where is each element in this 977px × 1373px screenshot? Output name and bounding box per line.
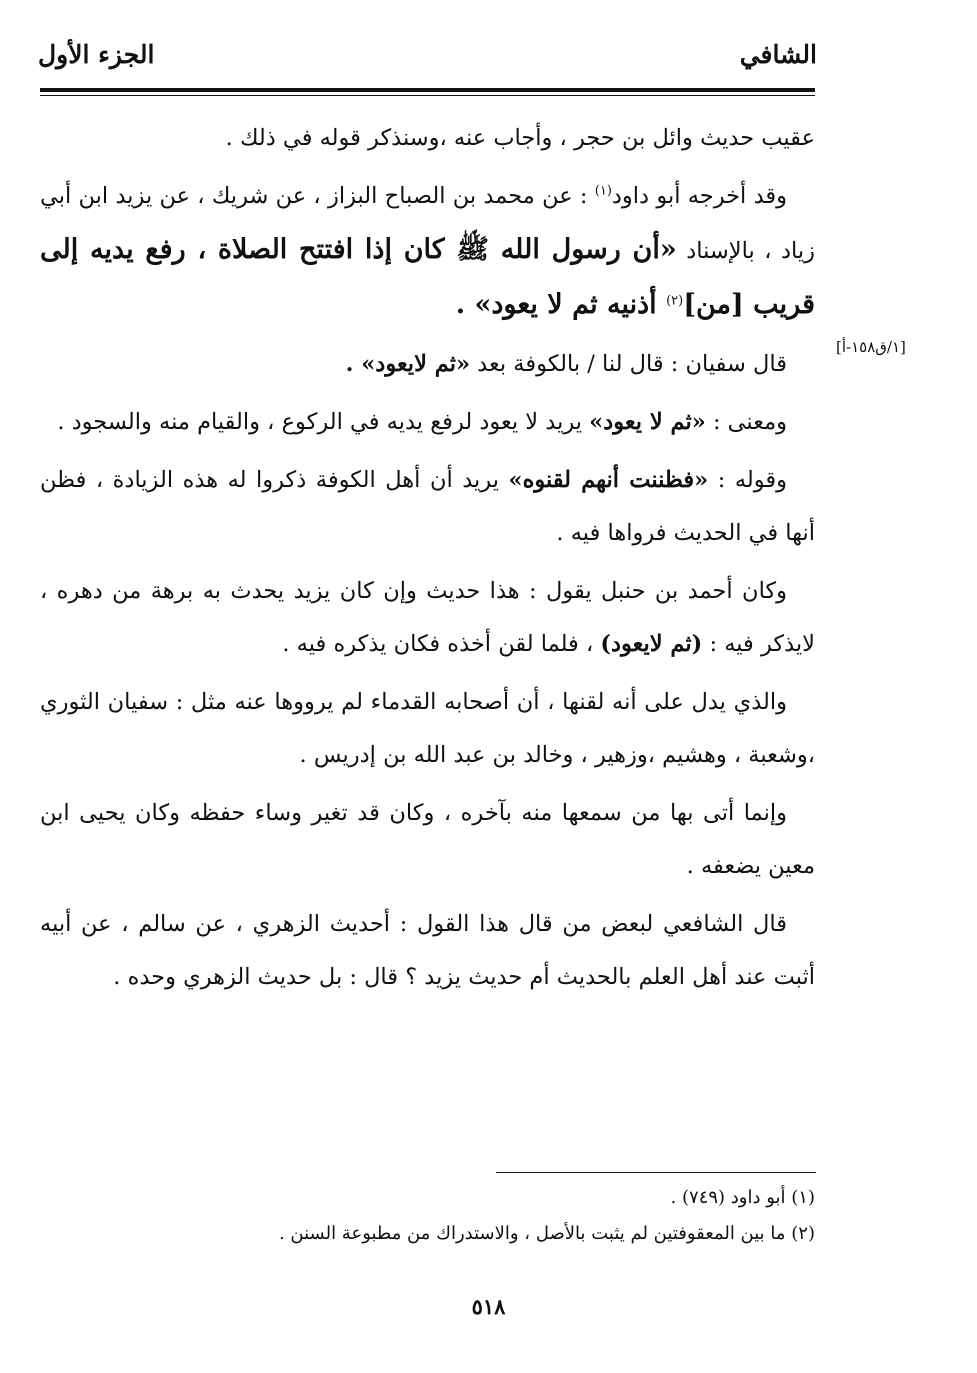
footnote-ref: (١): [594, 183, 612, 199]
hadith-quote: أذنيه ثم لا يعود» .: [455, 289, 667, 320]
header-rule-thick: [40, 88, 815, 92]
paragraph-text: وإنما أتى بها من سمعها منه بآخره ، وكان قد تغير وساء حفظه وكان يحيى ابن معين يضعفه .: [40, 800, 815, 879]
margin-note: [١/ق١٥٨-أ]: [836, 338, 906, 356]
paragraph-7: [40, 676, 815, 782]
footnotes: [40, 1180, 815, 1252]
paragraph-text: وكان أحمد بن حنبل يقول : هذا حديث وإن كان يزيد يحدث به برهة من دهره ، لايذكر فيه :: [40, 578, 815, 657]
paragraph-text: ومعنى :: [705, 409, 787, 435]
paragraph-3: [40, 338, 815, 391]
paragraph-2: [40, 170, 815, 333]
paragraph-6: [40, 565, 815, 671]
paragraph-text: : عن محمد بن الصباح البزاز ، عن شريك ، عن يزيد ابن أبي زياد ، بالإسناد: [40, 183, 815, 264]
paragraph-text: والذي يدل على أنه لقنها ، أن أصحابه القدماء لم يرووها عنه مثل : سفيان الثوري ،وشعبة ، وهشيم ،وزهير ، وخالد بن عبد الله بن إدريس .: [40, 689, 815, 768]
paragraph-text: ، فلما لقن أخذه فكان يذكره فيه .: [282, 631, 601, 657]
footnote-1: (١) أبو داود (٧٤٩) .: [670, 1187, 815, 1208]
quote-emphasis: (ثم لايعود): [600, 631, 703, 657]
paragraph-text: وقوله :: [708, 467, 787, 493]
running-title-right: الشافي: [739, 40, 817, 69]
paragraph-1: [40, 112, 815, 165]
paragraph-5: [40, 454, 815, 560]
running-title-left: الجزء الأول: [38, 40, 155, 69]
paragraph-4: [40, 396, 815, 449]
paragraph-text: وقد أخرجه أبو داود: [611, 183, 787, 209]
footnote-ref: (٢): [666, 293, 684, 309]
quote-emphasis: «فظننت أنهم لقنوه»: [508, 467, 709, 493]
body-text: [40, 112, 815, 1009]
paragraph-text: عقيب حديث وائل بن حجر ، وأجاب عنه ،وسنذكر قوله في ذلك .: [225, 125, 815, 151]
quote-emphasis: «ثم لايعود» .: [345, 351, 471, 377]
footnote-2: (٢) ما بين المعقوفتين لم يثبت بالأصل ، والاستدراك من مطبوعة السنن .: [278, 1223, 815, 1244]
paragraph-8: [40, 787, 815, 893]
footnote-separator: [496, 1172, 816, 1173]
paragraph-9: [40, 898, 815, 1004]
quote-emphasis: «ثم لا يعود»: [589, 409, 706, 435]
header-rule-thin: [40, 95, 815, 96]
hadith-quote: «أن رسول الله ﷺ كان إذا افتتح الصلاة ، رفع يديه إلى قريب [من]: [40, 234, 815, 320]
paragraph-text: يريد لا يعود لرفع يديه في الركوع ، والقيام منه والسجود .: [57, 409, 590, 435]
paragraph-text: يريد أن أهل الكوفة ذكروا له هذه الزيادة ، فظن أنها في الحديث فرواها فيه .: [40, 467, 815, 546]
paragraph-text: قال سفيان : قال لنا / بالكوفة بعد: [470, 351, 787, 377]
page-number: ٥١٨: [471, 1294, 506, 1319]
paragraph-text: قال الشافعي لبعض من قال هذا القول : أحديث الزهري ، عن سالم ، عن أبيه أثبت عند أهل العلم بالحديث أم حديث يزيد ؟ قال : بل حديث الزهري وحده .: [40, 911, 815, 990]
